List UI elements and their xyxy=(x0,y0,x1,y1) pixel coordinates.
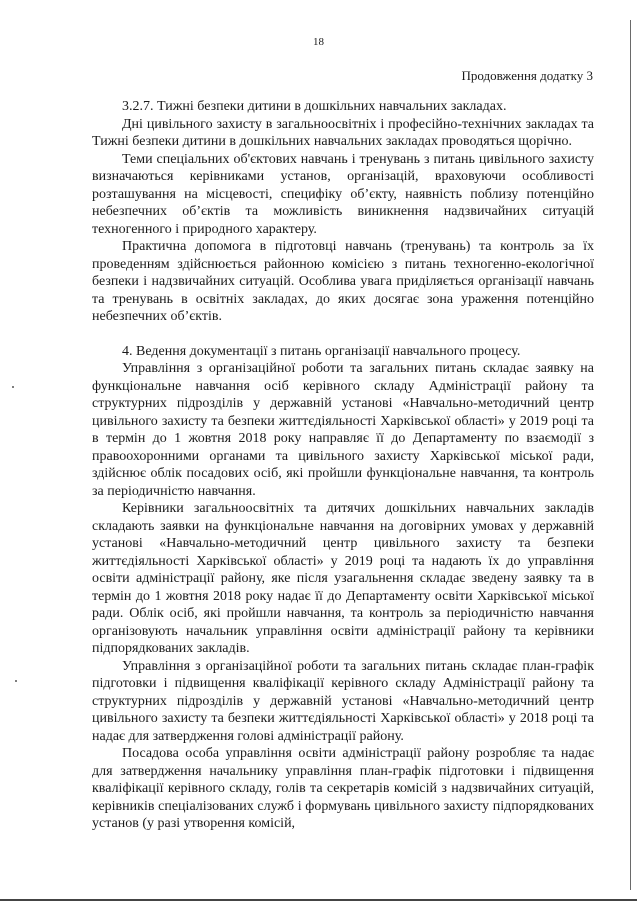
scan-speck xyxy=(12,386,14,388)
scan-speck xyxy=(15,680,17,682)
page-edge-right xyxy=(630,20,631,890)
paragraph: Дні цивільного захисту в загальноосвітніх і професійно-технічних закладах та Тижні безпеки дитини в дошкільних навчальних закладах проводяться щорічно. xyxy=(92,116,594,149)
paragraph-gap xyxy=(92,326,594,343)
continuation-label: Продовження додатку 3 xyxy=(461,68,593,83)
paragraph: Управління з організаційної роботи та загальних питань складає заявку на функціональне навчання осіб керівного складу Адміністрації району та структурних підрозділів у державній установі «Навчально-методичний центр цивільного захисту та безпеки життєдіяльності Харківської області» у 2019 році та в термін до 1 жовтня 2018 року направляє її до Департаменту по взаємодії з правоохоронними органами та цивільного захисту Харківської міської ради, здійснює облік посадових осіб, які пройшли функціональне навчання, та контроль за періодичністю навчання. xyxy=(92,361,594,499)
paragraph: Практична допомога в підготовці навчань (тренувань) та контроль за їх проведенням здійснюється районною комісією з питань техногенно-екологічної безпеки і надзвичайних ситуацій. Особлива увага приділяється організації навчань та тренувань в освітніх закладах, до яких досягає зона ураження потенційно небезпечних об’єктів. xyxy=(92,239,594,324)
document-body xyxy=(92,98,594,833)
section-heading-4: 4. Ведення документації з питань організації навчального процесу. xyxy=(122,343,521,359)
page-number: 18 xyxy=(313,36,324,48)
paragraph: Посадова особа управління освіти адміністрації району розробляє та надає для затвердження начальнику управління план-графік підготовки і підвищення кваліфікації керівного складу, голів та секретарів комісій з надзвичайних ситуацій, керівників спеціалізованих служб і формувань цивільного захисту підпорядкованих установ (у разі утворення комісій, xyxy=(92,746,594,831)
paragraph: Управління з організаційної роботи та загальних питань складає план-графік підготовки і підвищення кваліфікації керівного складу Адміністрації району та структурних підрозділів у державній установі «Навчально-методичний центр цивільного захисту та безпеки життєдіяльності Харківської області» у 2018 році та надає для затвердження голові адміністрації району. xyxy=(92,658,594,744)
section-heading-3-2-7: 3.2.7. Тижні безпеки дитини в дошкільних навчальних закладах. xyxy=(122,99,507,114)
paragraph: Керівники загальноосвітніх та дитячих дошкільних навчальних закладів складають заявки на функціональне навчання на договірних умовах у державній установі «Навчально-методичний центр цивільного захисту та безпеки життєдіяльності Харківської області» у 2019 році та надають їх до управління освіти адміністрації району, яке після узагальнення складає зведену заявку та в термін до 1 жовтня 2018 року надає її до Департаменту освіти Харківської міської ради. Облік осіб, які пройшли навчання, та контроль за періодичністю навчання організовують начальник управління освіти адміністрації району та керівники підпорядкованих закладів. xyxy=(92,501,594,656)
page-edge-bottom xyxy=(0,899,637,901)
paragraph: Теми спеціальних об'єктових навчань і тренувань з питань цивільного захисту визначаються керівниками установ, організацій, враховуючи особливості розташування на місцевості, специфіку об’єкту, наявність поблизу потенційно небезпечних об’єктів та можливість виникнення надзвичайних ситуацій техногенного і природного характеру. xyxy=(92,151,594,237)
